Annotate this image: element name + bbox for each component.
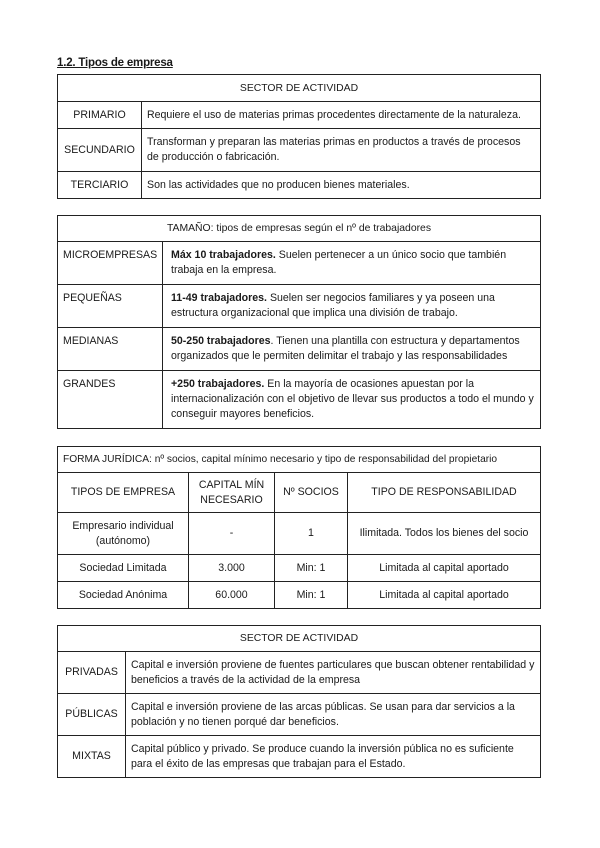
row-label: PÚBLICAS — [58, 694, 126, 736]
capital-sector-title: SECTOR DE ACTIVIDAD — [58, 626, 541, 652]
size-table — [57, 215, 541, 429]
row-description: Transforman y preparan las materias primas en productos a través de procesos de producción o fabricación. — [142, 129, 541, 172]
table-row — [58, 242, 541, 285]
table-row — [58, 652, 541, 694]
table-cell: Sociedad Anónima — [58, 582, 189, 609]
column-header: TIPOS DE EMPRESA — [58, 473, 189, 513]
row-label: TERCIARIO — [58, 172, 142, 199]
table-row — [58, 371, 541, 429]
row-description: Capital e inversión proviene de fuentes particulares que buscan obtener rentabilidad y beneficios a través de la actividad de la empresa — [126, 652, 541, 694]
row-bold: 11-49 trabajadores. — [171, 292, 267, 304]
row-description — [163, 242, 541, 285]
row-description — [163, 371, 541, 429]
row-bold: Máx 10 trabajadores. — [171, 249, 276, 261]
table-cell: Min: 1 — [275, 582, 348, 609]
table-cell: Min: 1 — [275, 555, 348, 582]
row-label: PRIVADAS — [58, 652, 126, 694]
sector-table-title: SECTOR DE ACTIVIDAD — [58, 75, 541, 102]
row-description: Capital público y privado. Se produce cuando la inversión pública no es suficiente para el éxito de las empresas que trabajan para el Estado. — [126, 736, 541, 778]
table-cell: 3.000 — [189, 555, 275, 582]
table-cell: Ilimitada. Todos los bienes del socio — [348, 513, 541, 555]
table-cell: 1 — [275, 513, 348, 555]
table-row — [58, 736, 541, 778]
table-row — [58, 513, 541, 555]
column-header: TIPO DE RESPONSABILIDAD — [348, 473, 541, 513]
table-row — [58, 582, 541, 609]
column-header: Nº SOCIOS — [275, 473, 348, 513]
section-heading: 1.2. Tipos de empresa — [57, 57, 173, 69]
row-label: MIXTAS — [58, 736, 126, 778]
table-cell: 60.000 — [189, 582, 275, 609]
legal-form-table — [57, 446, 541, 609]
row-text: Suelen ser negocios familiares y ya poseen una estructura organizacional que implica una división de trabajo. — [171, 292, 495, 319]
capital-sector-table — [57, 625, 541, 778]
header-row — [58, 473, 541, 513]
row-bold: 50-250 trabajadores — [171, 335, 271, 347]
row-label: PRIMARIO — [58, 102, 142, 129]
table-row — [58, 285, 541, 328]
row-label: SECUNDARIO — [58, 129, 142, 172]
row-description: Capital e inversión proviene de las arcas públicas. Se usan para dar servicios a la población y no tienen porqué dar beneficios. — [126, 694, 541, 736]
row-label: GRANDES — [58, 371, 163, 429]
legal-form-title: FORMA JURÍDICA: nº socios, capital mínimo necesario y tipo de responsabilidad del propietario — [58, 447, 541, 473]
table-row — [58, 129, 541, 172]
column-header: CAPITAL MÍN NECESARIO — [189, 473, 275, 513]
table-cell: Empresario individual (autónomo) — [58, 513, 189, 555]
table-cell: - — [189, 513, 275, 555]
row-label: MEDIANAS — [58, 328, 163, 371]
table-cell: Limitada al capital aportado — [348, 555, 541, 582]
row-description: Son las actividades que no producen bienes materiales. — [142, 172, 541, 199]
row-text: Suelen pertenecer a un único socio que también trabaja en la empresa. — [171, 249, 507, 276]
table-row — [58, 555, 541, 582]
row-bold: +250 trabajadores. — [171, 378, 265, 390]
row-label: PEQUEÑAS — [58, 285, 163, 328]
table-row — [58, 328, 541, 371]
row-text: En la mayoría de ocasiones apuestan por la internacionalización con el objetivo de llevar sus productos a todo el mundo y conseguir mayores beneficios. — [171, 378, 534, 420]
row-text: . Tienen una plantilla con estructura y departamentos organizados que le permiten delimitar el trabajo y las responsabilidades — [171, 335, 520, 362]
table-cell: Limitada al capital aportado — [348, 582, 541, 609]
row-description: Requiere el uso de materias primas procedentes directamente de la naturaleza. — [142, 102, 541, 129]
table-row — [58, 102, 541, 129]
table-cell: Sociedad Limitada — [58, 555, 189, 582]
row-label: MICROEMPRESAS — [58, 242, 163, 285]
table-row — [58, 172, 541, 199]
row-description — [163, 285, 541, 328]
row-description — [163, 328, 541, 371]
sector-table — [57, 74, 541, 199]
size-table-title: TAMAÑO: tipos de empresas según el nº de trabajadores — [58, 216, 541, 242]
table-row — [58, 694, 541, 736]
